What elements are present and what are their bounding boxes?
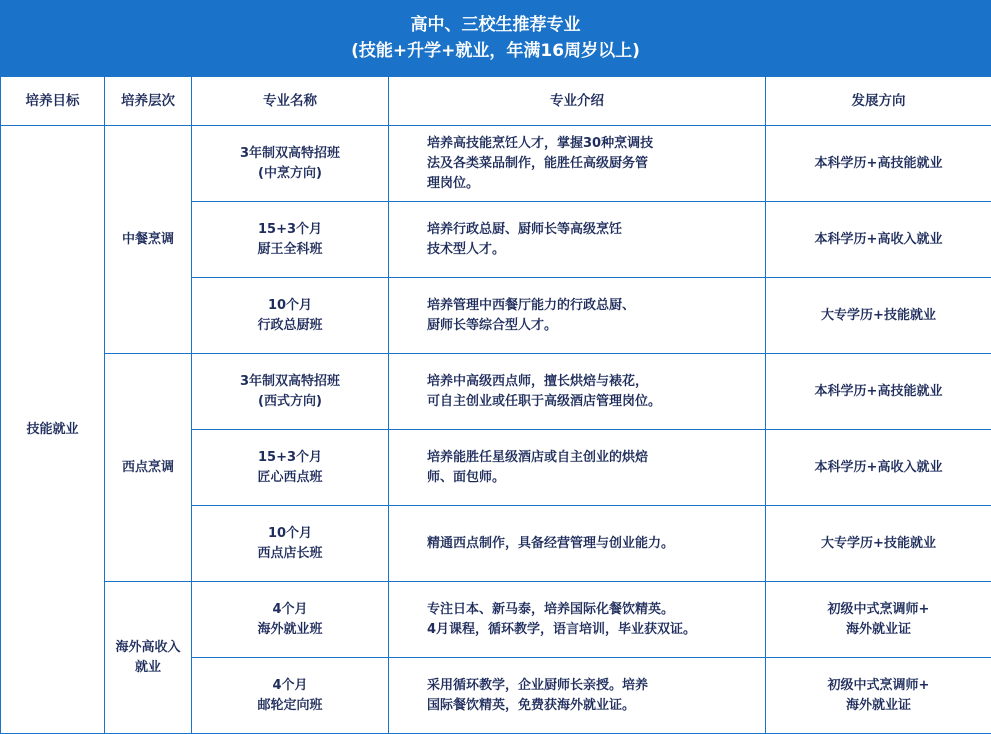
level-name: 就业: [134, 659, 161, 675]
table-body: [1, 126, 991, 734]
major-name: 匠心西点班: [257, 469, 323, 485]
column-header: 培养目标: [1, 77, 105, 126]
direction-text: 初级中式烹调师+: [827, 601, 930, 617]
intro-text: 专注日本、新马泰，培养国际化餐饮精英。: [427, 601, 675, 617]
major-name: 15+3个月: [257, 221, 323, 237]
direction-text: 海外就业证: [845, 621, 911, 637]
intro-cell: [389, 126, 766, 202]
major-name: 邮轮定向班: [257, 697, 323, 713]
major-cell: [192, 354, 389, 430]
direction-cell: [766, 202, 991, 278]
direction-cell: [766, 126, 991, 202]
direction-cell: [766, 430, 991, 506]
intro-text: 培养行政总厨、厨师长等高级烹饪: [427, 221, 623, 237]
intro-text: 可自主创业或任职于高级酒店管理岗位。: [427, 393, 662, 409]
majors-table: [0, 76, 991, 734]
direction-text: 本科学历+高技能就业: [814, 155, 943, 171]
direction-text: 本科学历+高收入就业: [814, 459, 943, 475]
header-row: [1, 77, 991, 126]
intro-text: 厨师长等综合型人才。: [427, 317, 558, 333]
major-name: 15+3个月: [257, 449, 323, 465]
major-name: (中烹方向): [258, 165, 322, 181]
column-header: 专业介绍: [389, 77, 766, 126]
major-cell: [192, 430, 389, 506]
table-row: [1, 582, 991, 658]
table-row: [1, 354, 991, 430]
major-name: 厨王全科班: [257, 241, 323, 257]
direction-cell: [766, 506, 991, 582]
level-cell: [105, 126, 192, 354]
intro-text: 技术型人才。: [427, 241, 506, 257]
title-line-1: 高中、三校生推荐专业: [410, 15, 581, 35]
column-header: 发展方向: [766, 77, 991, 126]
intro-cell: [389, 430, 766, 506]
direction-text: 大专学历+技能就业: [821, 307, 936, 323]
goal-cell: 技能就业: [1, 126, 105, 734]
level-cell: [105, 582, 192, 734]
column-header: 专业名称: [192, 77, 389, 126]
intro-text: 精通西点制作，具备经营管理与创业能力。: [427, 535, 675, 551]
major-cell: [192, 658, 389, 734]
title-banner: [0, 0, 991, 76]
column-header: 培养层次: [105, 77, 192, 126]
intro-cell: [389, 506, 766, 582]
level-name: 海外高收入: [115, 639, 181, 655]
major-name: 4个月: [272, 677, 308, 693]
intro-text: 培养管理中西餐厅能力的行政总厨、: [427, 297, 636, 313]
major-name: 西点店长班: [257, 545, 323, 561]
major-name: (西式方向): [258, 393, 322, 409]
major-name: 行政总厨班: [257, 317, 323, 333]
intro-text: 培养中高级西点师，擅长烘焙与裱花，: [427, 373, 649, 389]
intro-cell: [389, 278, 766, 354]
major-name: 3年制双高特招班: [239, 145, 341, 161]
major-name: 4个月: [272, 601, 308, 617]
major-cell: [192, 506, 389, 582]
major-name: 海外就业班: [257, 621, 323, 637]
direction-text: 本科学历+高技能就业: [814, 383, 943, 399]
direction-cell: [766, 582, 991, 658]
major-cell: [192, 202, 389, 278]
title-line-2: (技能+升学+就业，年满16周岁以上): [351, 41, 640, 61]
major-cell: [192, 582, 389, 658]
direction-text: 大专学历+技能就业: [821, 535, 936, 551]
intro-cell: [389, 582, 766, 658]
major-name: 10个月: [267, 525, 313, 541]
intro-cell: [389, 202, 766, 278]
direction-text: 本科学历+高收入就业: [814, 231, 943, 247]
major-cell: [192, 126, 389, 202]
intro-text: 理岗位。: [427, 175, 480, 191]
intro-text: 法及各类菜品制作，能胜任高级厨务管: [427, 155, 649, 171]
intro-cell: [389, 658, 766, 734]
intro-text: 培养高技能烹饪人才，掌握30种烹调技: [427, 135, 654, 151]
intro-text: 师、面包师。: [427, 469, 506, 485]
major-cell: [192, 278, 389, 354]
table-row: [1, 126, 991, 202]
direction-cell: [766, 658, 991, 734]
level-name: 西点烹调: [121, 459, 174, 475]
intro-text: 国际餐饮精英，免费获海外就业证。: [427, 697, 636, 713]
major-name: 10个月: [267, 297, 313, 313]
intro-text: 采用循环教学，企业厨师长亲授。培养: [427, 677, 649, 693]
intro-text: 4月课程，循环教学，语言培训，毕业获双证。: [427, 621, 697, 637]
intro-cell: [389, 354, 766, 430]
intro-text: 培养能胜任星级酒店或自主创业的烘焙: [427, 449, 649, 465]
major-name: 3年制双高特招班: [239, 373, 341, 389]
direction-cell: [766, 278, 991, 354]
direction-text: 初级中式烹调师+: [827, 677, 930, 693]
level-cell: [105, 354, 192, 582]
direction-text: 海外就业证: [845, 697, 911, 713]
direction-cell: [766, 354, 991, 430]
level-name: 中餐烹调: [121, 231, 174, 247]
